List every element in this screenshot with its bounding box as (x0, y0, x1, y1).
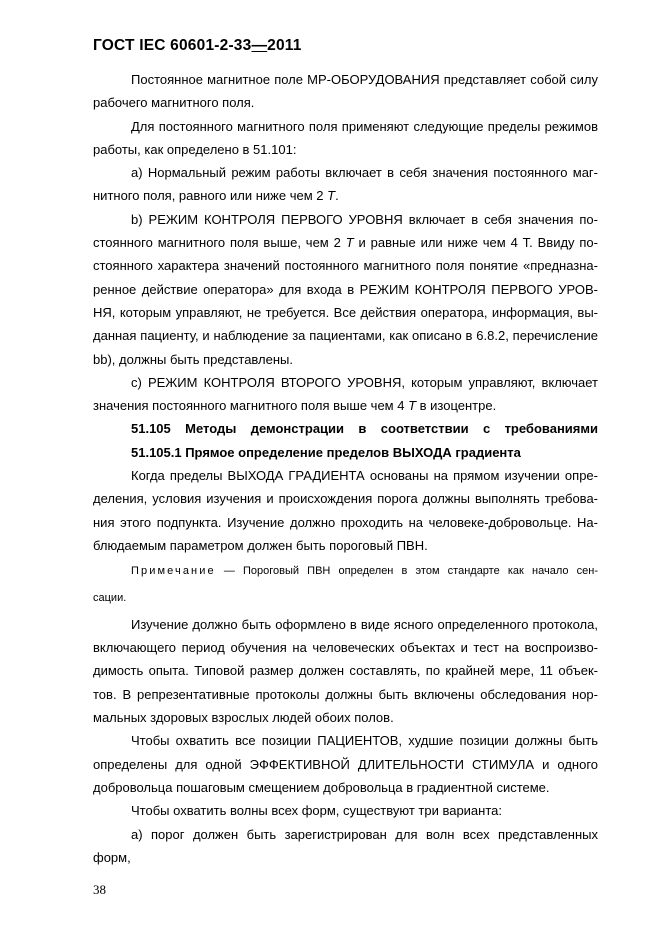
text-line: блюдаемым параметром должен быть пороговый ПВН. (93, 537, 428, 553)
subsection-heading: 51.105.1 Прямое определение пределов ВЫХОДА градиента (131, 444, 521, 460)
text-line: Чтобы охватить все позиции ПАЦИЕНТОВ, худшие позиции должны быть (131, 733, 598, 749)
text-line: стоянного характера значений постоянного магнитного поля понятие «предназна- (93, 258, 598, 274)
text-line: a) порог должен быть зарегистрирован для волн всех представленных (131, 826, 598, 842)
text-line: b) РЕЖИМ КОНТРОЛЯ ПЕРВОГО УРОВНЯ включает в себя значения по- (131, 211, 598, 227)
text-line: форм, (93, 849, 131, 865)
text-line: нитного поля, равного или ниже чем 2 T. (93, 188, 339, 204)
text-line: ния этого подпункта. Изучение должно проходить на человеке-добровольце. На- (93, 514, 598, 530)
text-line: c) РЕЖИМ КОНТРОЛЯ ВТОРОГО УРОВНЯ, которым управляют, включает (131, 374, 598, 390)
text-line: Для постоянного магнитного поля применяют следующие пределы режимов (131, 118, 598, 134)
text-line: рабочего магнитного поля. (93, 95, 255, 111)
text-line: bb), должны быть представлены. (93, 351, 293, 367)
text-line: тов. В репрезентативные протоколы должны быть включены обследования нор- (93, 686, 598, 702)
document-header (93, 37, 302, 55)
document-body (93, 68, 598, 869)
note-line: Примечание — Пороговый ПВН определен в этом стандарте как начало сен- (131, 565, 598, 578)
section-heading: 51.105 Методы демонстрации в соответствии с требованиями (131, 421, 598, 437)
header-year: 2011 (267, 37, 302, 54)
header-dash: — (251, 37, 268, 54)
text-line: Постоянное магнитное поле МР-ОБОРУДОВАНИЯ представляет собой силу (131, 72, 598, 87)
text-line: определены для одной ЭФФЕКТИВНОЙ ДЛИТЕЛЬНОСТИ СТИМУЛА и одного (93, 756, 598, 772)
header-standard-code: ГОСТ IEC 60601-2-33 (93, 37, 252, 54)
text-line: НЯ, которым управляют, не требуется. Все действия оператора, информация, вы- (93, 304, 598, 320)
text-line: деления, условия изучения и происхождения порога должны выполнять требова- (93, 491, 598, 507)
text-line: ренное действие оператора» для входа в РЕЖИМ КОНТРОЛЯ ПЕРВОГО УРОВ- (93, 281, 598, 297)
text-line: мальных здоровых взрослых людей обоих полов. (93, 710, 394, 726)
tesla-unit: T (408, 398, 417, 414)
text-line: значения постоянного магнитного поля выше чем 4 T в изоцентре. (93, 398, 497, 414)
tesla-unit: T (327, 188, 336, 204)
note-line: сации. (93, 591, 127, 604)
page-number: 38 (93, 882, 106, 897)
text-line: стоянного магнитного поля выше, чем 2 T и равные или ниже чем 4 T. Ввиду по- (93, 235, 598, 251)
tesla-unit: T (345, 235, 354, 251)
text-line: a) Нормальный режим работы включает в себя значения постоянного маг- (131, 165, 598, 181)
note-label: Примечание (131, 565, 216, 578)
text-line: Чтобы охватить волны всех форм, существуют три варианта: (131, 803, 502, 819)
text-line: включающего период обучения на человеческих объектах и тест на воспроизво- (93, 640, 598, 656)
text-line: Изучение должно быть оформлено в виде ясного определенного протокола, (131, 616, 598, 632)
text-line: данная пациенту, и наблюдение за пациентами, как описано в 6.8.2, перечисление (93, 328, 598, 344)
text-line: добровольца пошаговым смещением добровольца в градиентной системе. (93, 779, 550, 795)
text-line: работы, как определено в 51.101: (93, 141, 297, 157)
text-line: димость опыта. Типовой размер должен составлять, по крайней мере, 11 объек- (93, 663, 598, 679)
text-line: Когда пределы ВЫХОДА ГРАДИЕНТА основаны на прямом изучении опре- (131, 468, 598, 484)
